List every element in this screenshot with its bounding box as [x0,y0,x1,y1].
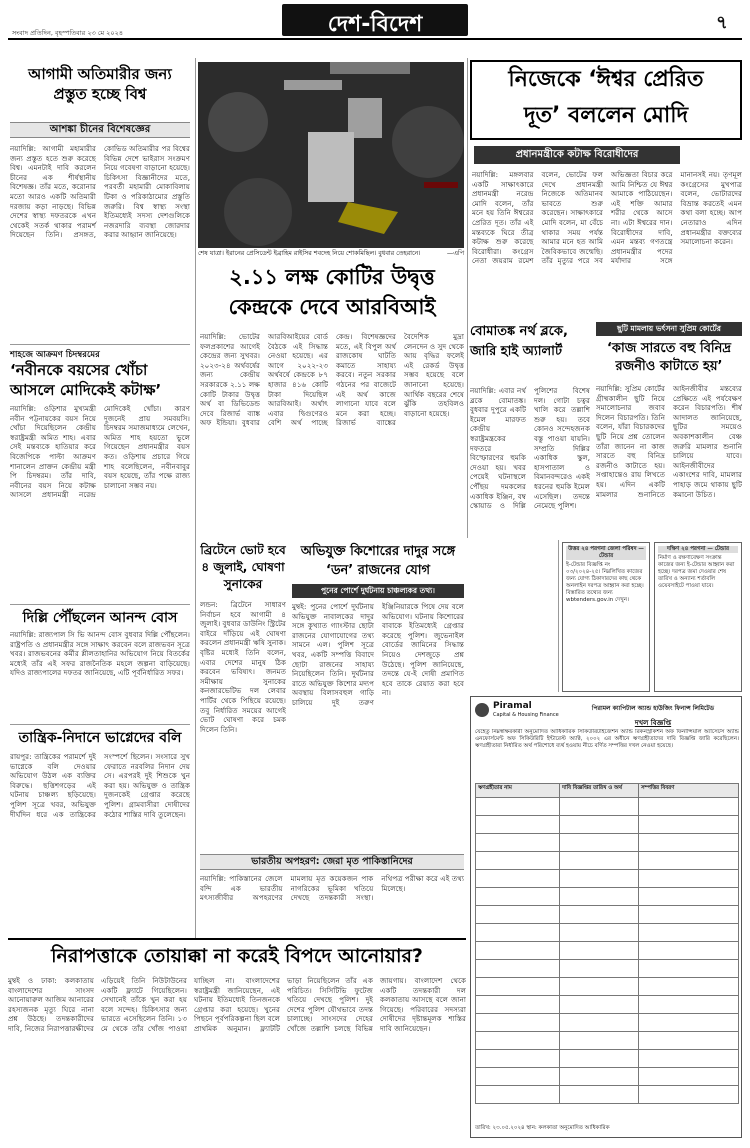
table-row [476,798,739,816]
caption-text: শেষ যাত্রা। ইরানের প্রেসিডেন্ট ইব্রাহিম রাইসির শবদেহ নিয়ে শোকমিছিল। বুধবার তেহরানে। [198,250,421,257]
column-rule-right-lower [558,540,559,692]
table-row [476,834,739,852]
table-row [476,1086,739,1104]
table-header: সম্পত্তির বিবরণ [639,784,739,798]
table-row [476,906,739,924]
headline: ২.১১ লক্ষ কোটির উদ্বৃত্ত কেন্দ্রকে দেবে আরবিআই [228,265,436,319]
table-header-row [476,784,739,798]
headline: বোমাতঙ্ক নর্থ ব্লকে, জারি হাই অ্যালার্ট [470,324,568,359]
story-body: নয়াদিল্লি: রাজ্যপাল সি ভি আনন্দ বোস বুধবার দিল্লি পৌঁছলেন। রাষ্ট্রপতি ও প্রধানমন্ত্রীর সঙ্গে সাক্ষাৎ করবেন বলে রাজভবন সূত্রে খবর। রাজভবনের কর্মীর শ্লীলতাহানির অভিযোগ নিয়ে বিতর্কের মধ্যেই তাঁর এই সফর রাজনৈতিক মহলে জল্পনা বাড়িয়েছে। যদিও রাজ্যপালের দফতর জানিয়েছে, এটি পূর্বনির্ধারিত সফর। [10,630,190,678]
crowd-photo-graphic [198,62,464,248]
separator [10,604,190,605]
kicker: ছুটি মামলায় ভর্ৎসনা সুপ্রিম কোর্টের [596,322,742,336]
kicker: পুনের পোর্শে দুর্ঘটনায় চাঞ্চল্যকর তথ্য। [292,584,464,598]
photo-caption [198,250,464,258]
notice-body: যেহেতু নিম্নস্বাক্ষরকারী অনুমোদিত আধিকারিক সিকিউরিটাইজেশন অ্যান্ড রিকনস্ট্রাকশন অফ ফিনান্সিয়াল অ্যাসেটস অ্যান্ড এনফোর্সমেন্ট অফ সিকিউরিটি ইন্টারেস্ট অ্যাক্ট, ২০০২ এর অধীনে ঋণগ্রহীতাদের দাবি বিজ্ঞপ্তি জারি করেছিলেন। ঋণগ্রহীতারা নির্ধারিত অর্থ পরিশোধে ব্যর্থ হওয়ায় নীচে বর্ণিত সম্পত্তির দখল নেওয়া হয়েছে। [475,729,739,749]
story-body: নয়াদিল্লি: ওড়িশার মুখ্যমন্ত্রী নবীন পট্টনায়কের বয়স নিয়ে খোঁচা দিয়েছিলেন কেন্দ্রীয় স্বরাষ্ট্রমন্ত্রী অমিত শাহ। এবার সেই মন্তব্যকে হাতিয়ার করে বিজেপিকে পাল্টা আক্রমণ শানালেন প্রাক্তন কেন্দ্রীয় মন্ত্রী পি চিদম্বরম। তাঁর দাবি, নবীনের বয়স নিয়ে কটাক্ষ আসলে প্রধানমন্ত্রী নরেন্দ্র মোদিকেই খোঁচা। কারণ দুজনেই প্রায় সমবয়সি। চিদম্বরম সমাজমাধ্যমে লেখেন, অমিত শাহ হয়তো ভুলে গিয়েছেন প্রধানমন্ত্রীর বয়স কত। ওড়িশায় প্রচারে গিয়ে শাহ বলেছিলেন, নবীনবাবুর বয়স হয়েছে, তাঁর পক্ষে রাজ্য চালানো সম্ভব নয়। [10,404,190,500]
story-body: নয়াদিল্লি: সুপ্রিম কোর্টের গ্রীষ্মকালীন ছুটি নিয়ে সমালোচনার জবাব দিলেন বিচারপতি। তিনি বলেন, যাঁরা বিচারকদের ছুটি নিয়ে প্রশ্ন তোলেন তাঁরা জানেন না কাজ সারতে বহু বিনিদ্র রজনীও কাটাতে হয়। সপ্তাহান্তেও রায় লিখতে হয়। এদিন একটি মামলার শুনানিতে আইনজীবীর মন্তব্যের প্রেক্ষিতে এই পর্যবেক্ষণ করেন বিচারপতি। শীর্ষ আদালত জানিয়েছে, ছুটির সময়েও অবকাশকালীন বেঞ্চ জরুরি মামলার শুনানি চালিয়ে যাবে। আইনজীবীদের একাংশের দাবি, মামলার পাহাড় জমে থাকায় ছুটি কমানো উচিত। [596,384,742,499]
table-row [476,888,739,906]
table-row [476,1032,739,1050]
section-title: দেশ-বিদেশ [327,12,423,37]
story-body: রায়পুর: তান্ত্রিকের পরামর্শে দুই ভাগ্নেকে বলি দেওয়ার অভিযোগ উঠল এক ব্যক্তির বিরুদ্ধে। ছত্তিশগড়ের এই ঘটনায় চাঞ্চল্য ছড়িয়েছে। পুলিশ সূত্রে খবর, অভিযুক্ত দীর্ঘদিন ধরে এক তান্ত্রিকের সংস্পর্শে ছিলেন। সংসারে সুখ ফেরাতে নরবলির নিদান দেয় সে। এরপরই দুই শিশুকে খুন করা হয়। অভিযুক্ত ও তান্ত্রিক দুজনকেই গ্রেপ্তার করেছে পুলিশ। গ্রামবাসীরা দোষীদের কঠোর শাস্তির দাবি তুলেছেন। [10,752,190,819]
headline: ‘কাজ সারতে বহু বিনিদ্র রজনীও কাটাতে হয়’ [606,341,732,374]
kicker: আশঙ্কা চীনের বিশেষজ্ঞের [10,122,190,138]
column-rule-left [195,58,196,938]
story-body: নয়াদিল্লি: মঙ্গলবার একটি সাক্ষাৎকারে প্রধানমন্ত্রী নরেন্দ্র মোদি বলেন, তাঁর মনে হয় তিনি ঈশ্বরের প্রেরিত দূত। তাঁর এই মন্তব্যকে ঘিরে তীব্র কটাক্ষ শুরু করেছে বিরোধীরা। কংগ্রেস নেতা জয়রাম রমেশ বলেন, ভোটের ফল দেখে প্রধানমন্ত্রী নিজেকে অতিমানব ভাবতে শুরু করেছেন। সাক্ষাৎকারে মোদি বলেন, মা বেঁচে থাকার সময় পর্যন্ত আমার মনে হত আমি জৈবিকভাবে জন্মেছি। তাঁর মৃত্যুর পরে সব অভিজ্ঞতা বিচার করে আমি নিশ্চিত যে ঈশ্বর আমাকে পাঠিয়েছেন। এই শক্তি আমার শরীর থেকে আসে না। এটা ঈশ্বরের দান। বিরোধীদের দাবি, এমন মন্তব্য গণতন্ত্রে প্রধানমন্ত্রীর পদের মর্যাদার সঙ্গে মানানসই নয়। তৃণমূল কংগ্রেসের মুখপাত্র বলেন, ভোটারদের বিভ্রান্ত করতেই এমন কথা বলা হচ্ছে। আপ নেতারাও এদিন প্রধানমন্ত্রীর বক্তব্যের সমালোচনা করেন। [472,170,742,266]
story-body: নয়াদিল্লি: ভোটের ফলপ্রকাশের আগেই কেন্দ্রের জন্য সুখবর। ২০২৩-২৪ অর্থবর্ষের জন্য কেন্দ্রীয় সরকারকে ২.১১ লক্ষ কোটি টাকার উদ্বৃত্ত অর্থ বা ডিভিডেন্ড দেবে রিজার্ভ ব্যাঙ্ক অফ ইন্ডিয়া। বুধবার আরবিআইয়ের বোর্ড বৈঠকে এই সিদ্ধান্ত নেওয়া হয়েছে। এর আগে ২০২২-২৩ অর্থবর্ষে কেন্দ্রকে ৮৭ হাজার ৪১৬ কোটি টাকা দিয়েছিল আরবিআই। অর্থাৎ এবার দ্বিগুণেরও বেশি অর্থ পাচ্ছে কেন্দ্র। বিশেষজ্ঞদের মতে, এই বিপুল অর্থ রাজকোষ ঘাটতি কমাতে সাহায্য করবে। নতুন সরকার গঠনের পর বাজেটে এই অর্থ কাজে লাগানো যাবে বলে মনে করা হচ্ছে। রিজার্ভ ব্যাঙ্কের বৈদেশিক মুদ্রা লেনদেন ও সুদ থেকে আয় বৃদ্ধির ফলেই এই রেকর্ড উদ্বৃত্ত সম্ভব হয়েছে বলে জানানো হয়েছে। আর্থিক বছরের শেষে ঝুঁকি তহবিলও বাড়ানো হয়েছে। [200,332,464,428]
tender-ad-a [562,542,650,692]
notice-heading: পিরামল ক্যাপিটাল অ্যান্ড হাউজিং ফিনান্স লিমিটেড [591,705,715,712]
table-row [476,942,739,960]
story-body: নয়াদিল্লি: এবার নর্থ ব্লকে বোমাতঙ্ক। বুধবার দুপুরে একটি ইমেল মারফত কেন্দ্রীয় স্বরাষ্ট্রমন্ত্রকের দফতরে বিস্ফোরণের হুমকি দেওয়া হয়। খবর পেয়েই ঘটনাস্থলে পৌঁছয় দমকলের একাধিক ইঞ্জিন, বম্ব স্কোয়াড ও দিল্লি পুলিশের বিশেষ দল। গোটা চত্বর খালি করে তল্লাশি শুরু হয়। তবে কোনও সন্দেহজনক বস্তু পাওয়া যায়নি। সম্প্রতি দিল্লির একাধিক স্কুল, হাসপাতাল ও বিমানবন্দরেও একই ধরনের হুমকি ইমেল এসেছিল। তদন্তে নেমেছে পুলিশ। [470,386,590,511]
headline: ভারতীয় অপহরণ: জেরা মৃত পাকিস্তানিদের [200,854,464,870]
brand-logo-icon [475,703,489,717]
page-number: ৭ [716,12,728,33]
headline-line1: নিজেকে ‘ঈশ্বর প্রেরিত [508,67,704,92]
separator [10,344,190,345]
tender-title: দক্ষিণ ২৪ পরগনা — টেন্ডার [658,546,738,553]
notice-table [475,783,739,1104]
tender-ad-b [654,542,742,692]
funeral-procession-photo [198,62,464,248]
table-header: ঋণগ্রহীতার নাম [476,784,560,798]
headline: দিল্লি পৌঁছলেন আনন্দ বোস [22,610,178,626]
column-rule-right [467,58,468,538]
tender-title: উত্তর ২৪ পরগনা জেলা পরিষদ — টেন্ডার [566,546,646,560]
table-row [476,870,739,888]
story-body: নয়াদিল্লি: আগামী মহামারীর জন্য প্রস্তুত হতে শুরু করেছে বিশ্ব। এমনটাই দাবি করলেন চীনের এক শীর্ষস্থানীয় বিশেষজ্ঞ। তাঁর মতে, করোনার মতো আরও একটি অতিমারী দরজায় কড়া নাড়ছে। বিভিন্ন দেশের স্বাস্থ্য দফতরকে এখন থেকেই সতর্ক থাকার পরামর্শ দিয়েছেন তিনি। প্রসঙ্গত, কোভিড অতিমারীর পর বিশ্বের বিভিন্ন দেশে ভাইরাস সংক্রমণ নিয়ে গবেষণা বাড়ানো হয়েছে। চিকিৎসা বিজ্ঞানীদের মতে, পরবর্তী মহামারী মোকাবিলায় টিকা ও পরিকাঠামোর প্রস্তুতি জরুরি। বিশ্ব স্বাস্থ্য সংস্থা ইতিমধ্যেই সদস্য দেশগুলিকে নজরদারি ব্যবস্থা জোরদার করার আহ্বান জানিয়েছে। [10,144,190,240]
table-row [476,996,739,1014]
table-row [476,1050,739,1068]
story-body: মুম্বই: পুনের পোর্শে দুর্ঘটনায় অভিযুক্ত নাবালকের দাদুর সঙ্গে কুখ্যাত গ্যাংস্টার ছোটা রাজনের যোগাযোগের তথ্য সামনে এল। পুলিশ সূত্রে খবর, একটি সম্পত্তি বিবাদে ছোটা রাজনের সাহায্য নিয়েছিলেন তিনি। দুর্ঘটনার রাতে অভিযুক্ত কিশোর মদ্যপ অবস্থায় বিলাসবহুল গাড়ি চালিয়ে দুই তরুণ ইঞ্জিনিয়ারকে পিষে দেয় বলে অভিযোগ। ঘটনায় কিশোরের বাবাকে ইতিমধ্যেই গ্রেপ্তার করেছে পুলিশ। জুভেনাইল বোর্ডের জামিনের সিদ্ধান্ত নিয়েও দেশজুড়ে প্রশ্ন উঠেছে। পুলিশ জানিয়েছে, তদন্তে যে-ই দোষী প্রমাণিত হবে তাকে রেয়াত করা হবে না। [292,602,464,707]
notice-signoff: তারিখ: ২৩.০৫.২০২৪ স্থান: কলকাতা অনুমোদিত আধিকারিক [475,1125,610,1131]
piramal-notice [470,696,742,1138]
story-body: লন্ডন: ব্রিটেনে সাধারণ নির্বাচন হবে আগামী ৪ জুলাই। বুধবার ডাউনিং স্ট্রিটের বাইরে দাঁড়িয়ে এই ঘোষণা করলেন প্রধানমন্ত্রী ঋষি সুনাক। বৃষ্টির মধ্যেই তিনি বলেন, এবার দেশের মানুষ ঠিক করবেন ভবিষ্যৎ। জনমত সমীক্ষায় সুনাকের কনজারভেটিভ দল লেবার পার্টির থেকে পিছিয়ে রয়েছে। তবু নির্ধারিত সময়ের আগেই ভোট ঘোষণা করে চমক দিলেন তিনি। [200,600,286,734]
table-row [476,1068,739,1086]
table-row [476,816,739,834]
headline-line2: দূত’ বললেন মোদি [523,103,689,128]
dateline: সংবাদ প্রতিদিন, বৃহস্পতিবার ২৩ মে ২০২৪ [12,29,124,37]
headline: তান্ত্রিক-নিদানে ভাগ্নেদের বলি [18,730,182,746]
headline: আগামী অতিমারীর জন্য প্রস্তুত হচ্ছে বিশ্ব [28,65,172,103]
byline: শাহজে আক্রমণ চিদম্বরমের [10,350,100,360]
kicker: প্রধানমন্ত্রীকে কটাক্ষ বিরোধীদের [474,146,680,164]
masthead [0,0,750,40]
tender-body: ই-টেন্ডার বিজ্ঞপ্তি নং ০৩/২০২৪-২৫। নিম্নলিখিত কাজের জন্য যোগ্য ঠিকাদারদের কাছ থেকে অনলাইন দরপত্র আহ্বান করা হচ্ছে। বিস্তারিত তথ্যের জন্য wbtenders.gov.in দেখুন। [566,562,644,603]
photo-credit: —এপি [446,250,464,257]
table-row [476,960,739,978]
masthead-rule [8,38,742,40]
tender-body: নির্মাণ ও রক্ষণাবেক্ষণ সংক্রান্ত কাজের জন্য ই-টেন্ডার আহ্বান করা হচ্ছে। দরপত্র জমা দেওয়ার শেষ তারিখ ও অন্যান্য শর্তাবলি ওয়েবসাইটে পাওয়া যাবে। [658,555,735,589]
story-body: নয়াদিল্লি: পাকিস্তানের জেলে বন্দি এক ভারতীয় মৎস্যজীবীর অপহরণের মামলায় মৃত কয়েকজন পাক নাগরিকের ভূমিকা খতিয়ে দেখছে তদন্তকারী সংস্থা। নথিপত্র পরীক্ষা করে এই তথ্য মিলেছে। [200,874,464,903]
brand-name: Piramal [493,701,532,711]
separator [10,724,190,725]
headline: ‘নবীনকে বয়সের খোঁচা আসলে মোদিকেই কটাক্ষ’ [10,361,162,399]
table-header: দাবি বিজ্ঞপ্তির তারিখ ও অর্থ [560,784,639,798]
notice-subheading: দখল বিজ্ঞপ্তি [634,719,672,727]
headline: অভিযুক্ত কিশোরের দাদুর সঙ্গে ‘ডন’ রাজনের যোগ [300,544,456,578]
headline: ব্রিটেনে ভোট হবে ৪ জুলাই, ঘোষণা সুনাকের [200,543,286,591]
headline: নিরাপত্তাকে তোয়াক্কা না করেই বিপদে আনোয়ার? [51,945,423,967]
story-body: মুম্বই ও ঢাকা: কলকাতায় বাংলাদেশের সাংসদ আনোয়ারুল আজিম আনারের রহস্যজনক মৃত্যু ঘিরে নানা প্রশ্ন উঠছে। তদন্তকারীদের দাবি, নিজের নিরাপত্তারক্ষীদের এড়িয়েই তিনি নিউটাউনের একটি ফ্ল্যাটে গিয়েছিলেন। সেখানেই তাঁকে খুন করা হয় বলে সন্দেহ। চিকিৎসার জন্য ভারতে এসেছিলেন তিনি। ১৩ মে থেকে তাঁর খোঁজ পাওয়া যাচ্ছিল না। বাংলাদেশের স্বরাষ্ট্রমন্ত্রী জানিয়েছেন, এই ঘটনায় ইতিমধ্যেই তিনজনকে গ্রেপ্তার করা হয়েছে। খুনের পিছনে পূর্বপরিকল্পনা ছিল বলে প্রাথমিক অনুমান। ফ্ল্যাটটি ভাড়া নিয়েছিলেন তাঁর এক পরিচিত। সিসিটিভি ফুটেজ খতিয়ে দেখছে পুলিশ। দুই দেশের পুলিশ যৌথভাবে তদন্ত চালাচ্ছে। সাংসদের দেহের খোঁজে তল্লাশি চলছে বিভিন্ন জায়গায়। বাংলাদেশ থেকে একটি তদন্তকারী দল কলকাতায় আসছে বলে জানা গিয়েছে। পরিবারের সদস্যরা দোষীদের দৃষ্টান্তমূলক শাস্তির দাবি জানিয়েছেন। [8,976,466,1033]
table-row [476,924,739,942]
table-row [476,852,739,870]
table-row [476,978,739,996]
brand-subtitle: Capital & Housing Finance [493,712,559,718]
table-row [476,1014,739,1032]
separator [8,938,466,940]
